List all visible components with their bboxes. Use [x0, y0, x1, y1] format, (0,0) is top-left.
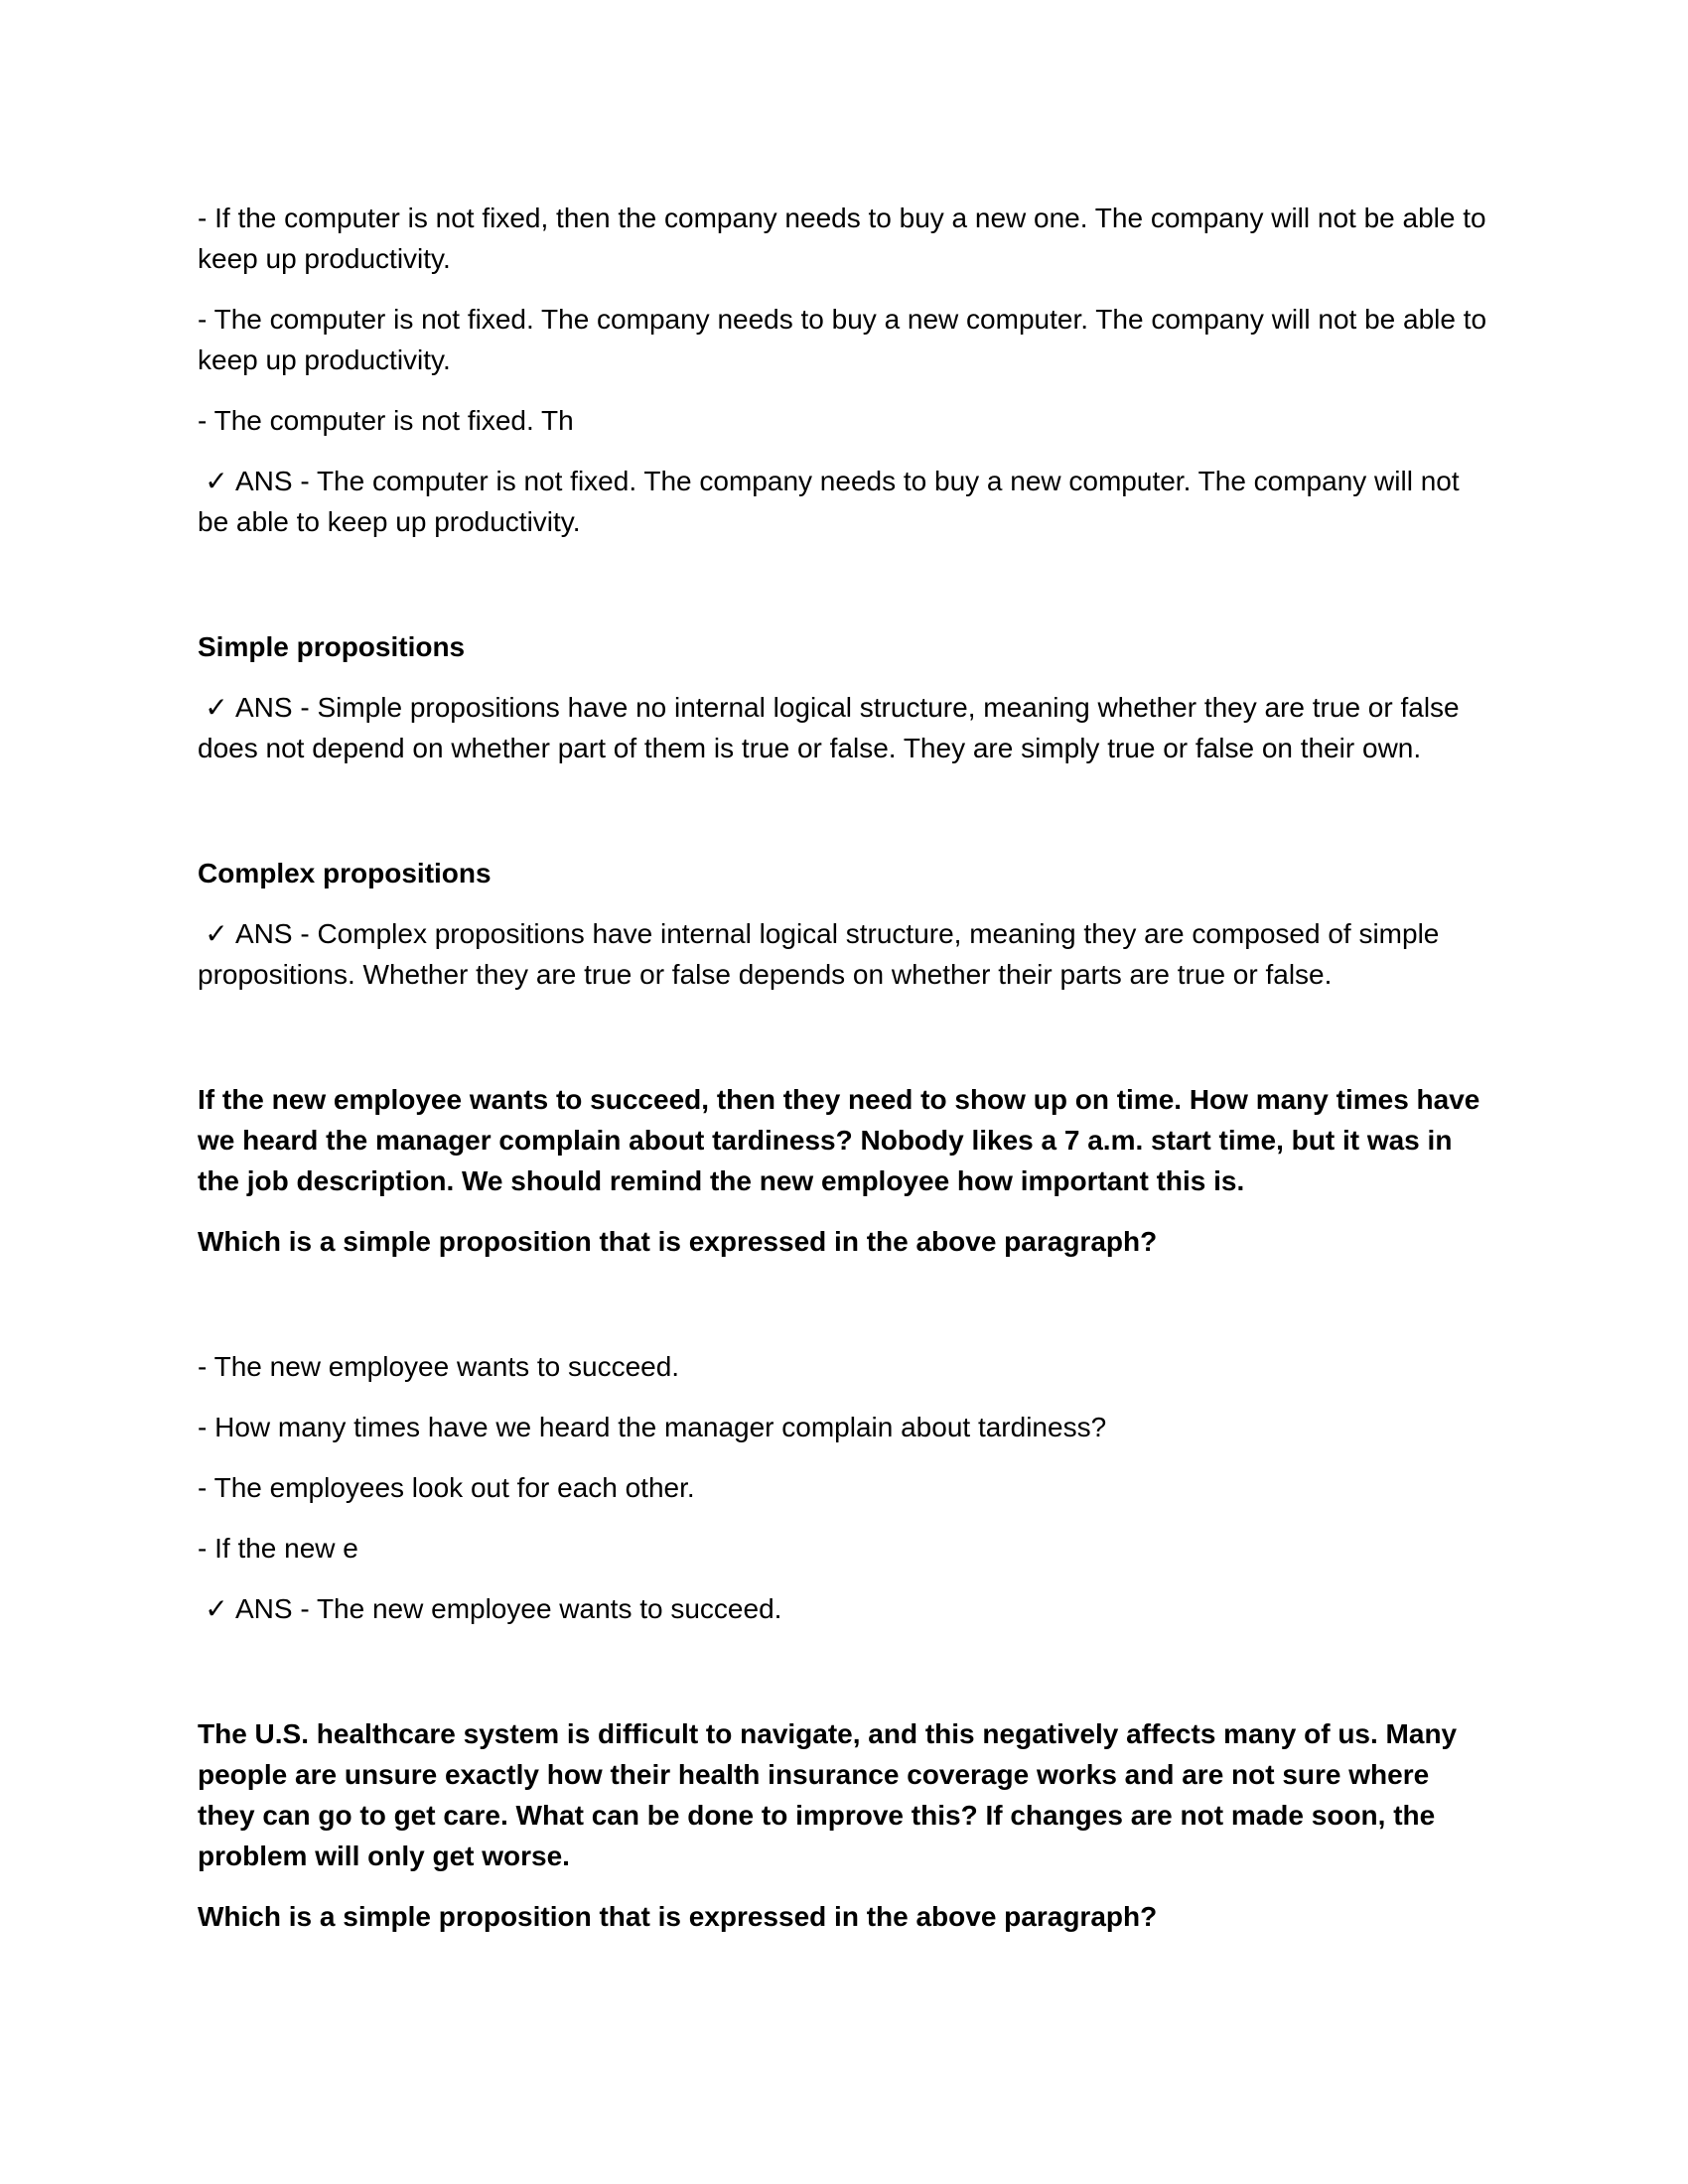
check-mark-icon: ✓: [205, 466, 228, 496]
option: - If the new e: [198, 1533, 358, 1564]
answer-line: [198, 461, 1493, 542]
answer-text: ANS - The computer is not fixed. The company needs to buy a new computer. The company will not be able to keep up productivity.: [198, 466, 1460, 537]
option: - The new employee wants to succeed.: [198, 1351, 680, 1382]
answer-text: ANS - Complex propositions have internal logical structure, meaning they are composed of simple propositions. Whether they are true or false depends on whether their parts are true or false.: [198, 918, 1440, 990]
option: - The employees look out for each other.: [198, 1472, 695, 1503]
option: - If the computer is not fixed, then the company needs to buy a new one. The company will not be able to keep up productivity.: [198, 203, 1486, 274]
question-paragraph: The U.S. healthcare system is difficult to navigate, and this negatively affects many of us. Many people are unsure exactly how their health insurance coverage works and are not sure where they can go to get care. What can be done to improve this? If changes are not made soon, the problem will only get worse.: [198, 1718, 1458, 1871]
question-prompt: Which is a simple proposition that is expressed in the above paragraph?: [198, 1226, 1158, 1257]
check-mark-icon: ✓: [205, 1593, 228, 1624]
answer-text: ANS - The new employee wants to succeed.: [235, 1593, 782, 1624]
check-mark-icon: ✓: [205, 692, 228, 723]
option: - How many times have we heard the manager complain about tardiness?: [198, 1412, 1107, 1442]
question-prompt: Which is a simple proposition that is expressed in the above paragraph?: [198, 1901, 1158, 1932]
answer-text: ANS - Simple propositions have no internal logical structure, meaning whether they are true or false does not depend on whether part of them is true or false. They are simply true or false on their own.: [198, 692, 1460, 763]
section-heading: Simple propositions: [198, 631, 466, 662]
option: - The computer is not fixed. The company needs to buy a new computer. The company will not be able to keep up productivity.: [198, 304, 1487, 375]
check-mark-icon: ✓: [205, 918, 228, 949]
answer-line: [198, 1588, 1493, 1629]
question-paragraph: If the new employee wants to succeed, then they need to show up on time. How many times have we heard the manager complain about tardiness? Nobody likes a 7 a.m. start time, but it was in the job description. We should remind the new employee how important this is.: [198, 1084, 1480, 1196]
answer-line: [198, 913, 1493, 995]
option: - The computer is not fixed. Th: [198, 405, 574, 436]
answer-line: [198, 687, 1493, 768]
document-page: [198, 198, 1493, 1937]
section-heading: Complex propositions: [198, 858, 492, 888]
